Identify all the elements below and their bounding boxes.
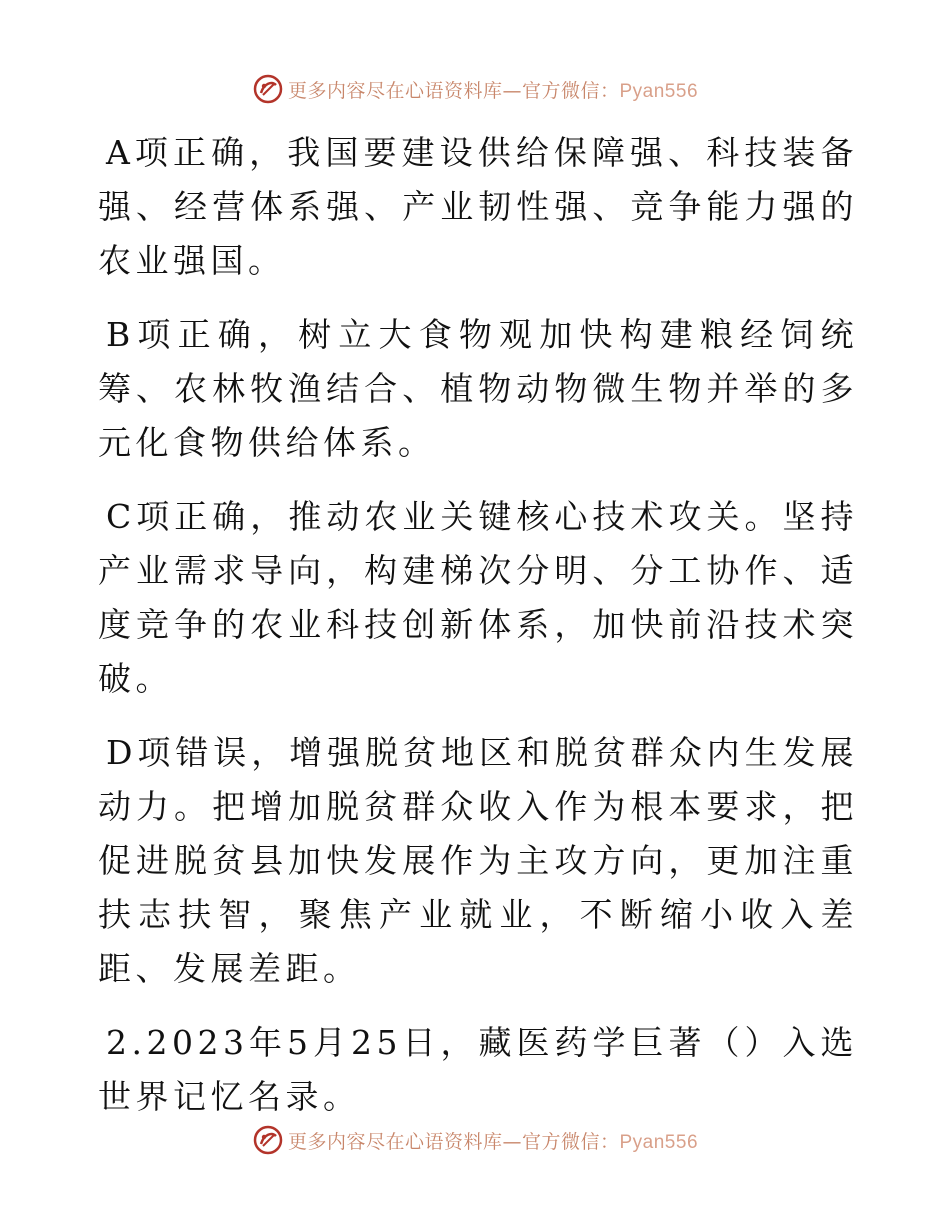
document-body (98, 126, 858, 1144)
option-a-text: A项正确，我国要建设供给保障强、科技装备强、经营体系强、产业韧性强、竞争能力强的农业强国。 (98, 133, 858, 280)
red-seal-logo-icon (252, 73, 284, 105)
option-b-explanation (98, 308, 858, 470)
question-2-text: 2.2023年5月25日，藏医药学巨著（）入选世界记忆名录。 (98, 1023, 858, 1116)
option-d-explanation (98, 726, 858, 996)
option-d-text: D项错误，增强脱贫地区和脱贫群众内生发展动力。把增加脱贫群众收入作为根本要求，把促进脱贫县加快发展作为主攻方向，更加注重扶志扶智，聚焦产业就业，不断缩小收入差距、发展差距。 (98, 733, 858, 988)
watermark-handle: Pyan556 (619, 1131, 699, 1153)
watermark-text (288, 1127, 698, 1154)
red-seal-logo-icon (252, 1124, 284, 1156)
header-watermark (0, 72, 950, 106)
option-c-text: C项正确，推动农业关键核心技术攻关。坚持产业需求导向，构建梯次分明、分工协作、适度竞争的农业科技创新体系，加快前沿技术突破。 (98, 497, 858, 698)
watermark-label: 更多内容尽在心语资料库—官方微信： (287, 79, 620, 102)
footer-watermark (0, 1123, 950, 1157)
option-b-text: B项正确，树立大食物观加快构建粮经饲统筹、农林牧渔结合、植物动物微生物并举的多元化食物供给体系。 (98, 315, 858, 462)
watermark-label: 更多内容尽在心语资料库—官方微信： (287, 1130, 620, 1153)
option-c-explanation (98, 490, 858, 706)
option-a-explanation (98, 126, 858, 288)
watermark-text (288, 76, 698, 103)
question-2 (98, 1016, 858, 1124)
watermark-handle: Pyan556 (619, 80, 699, 102)
